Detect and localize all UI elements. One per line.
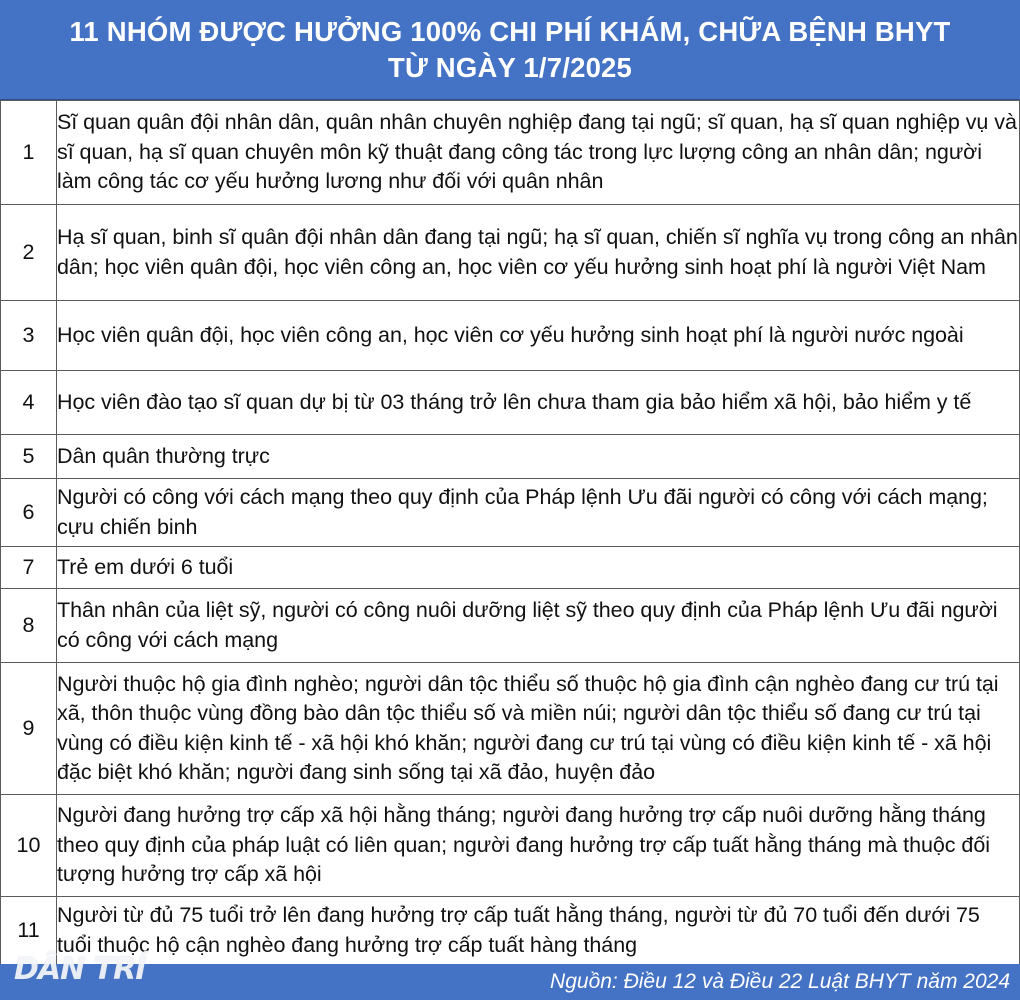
row-description: Người từ đủ 75 tuổi trở lên đang hưởng trợ cấp tuất hằng tháng, người từ đủ 70 tuổi đến dưới 75 tuổi thuộc hộ cận nghèo đang hưởng trợ cấp tuất hàng tháng: [57, 897, 1020, 965]
dan-tri-logo: DÂN TRÍ: [14, 952, 146, 987]
table-row: [1, 301, 1020, 371]
row-description: Hạ sĩ quan, binh sĩ quân đội nhân dân đang tại ngũ; hạ sĩ quan, chiến sĩ nghĩa vụ trong công an nhân dân; học viên quân đội, học viên công an, học viên cơ yếu hưởng sinh hoạt phí là người Việt Nam: [57, 205, 1020, 301]
row-number: 9: [1, 663, 57, 795]
row-description: Người đang hưởng trợ cấp xã hội hằng tháng; người đang hưởng trợ cấp nuôi dưỡng hằng tháng theo quy định của pháp luật có liên quan; người đang hưởng trợ cấp tuất hằng tháng mà thuộc đối tượng hưởng trợ cấp xã hội: [57, 795, 1020, 897]
row-number: 7: [1, 547, 57, 589]
row-description: Học viên đào tạo sĩ quan dự bị từ 03 tháng trở lên chưa tham gia bảo hiểm xã hội, bảo hiểm y tế: [57, 371, 1020, 435]
row-number: 3: [1, 301, 57, 371]
title-line-1: 11 NHÓM ĐƯỢC HƯỞNG 100% CHI PHÍ KHÁM, CHỮA BỆNH BHYT: [69, 15, 951, 47]
beneficiary-groups-table: [0, 100, 1020, 965]
row-description: Người có công với cách mạng theo quy định của Pháp lệnh Ưu đãi người có công với cách mạng; cựu chiến binh: [57, 479, 1020, 547]
table-row: [1, 547, 1020, 589]
row-number: 11: [1, 897, 57, 965]
table-header: [0, 0, 1020, 100]
row-number: 6: [1, 479, 57, 547]
row-number: 8: [1, 589, 57, 663]
row-number: 5: [1, 435, 57, 479]
source-footer: [0, 964, 1020, 1000]
table-row: [1, 795, 1020, 897]
row-description: Học viên quân đội, học viên công an, học viên cơ yếu hưởng sinh hoạt phí là người nước ngoài: [57, 301, 1020, 371]
title-line-2: TỪ NGÀY 1/7/2025: [387, 51, 633, 83]
table-row: [1, 371, 1020, 435]
source-note: Nguồn: Điều 12 và Điều 22 Luật BHYT năm 2024: [550, 970, 1010, 993]
table-row: [1, 589, 1020, 663]
table-row: [1, 101, 1020, 205]
table-row: [1, 205, 1020, 301]
row-number: 4: [1, 371, 57, 435]
table-row: [1, 479, 1020, 547]
row-description: Người thuộc hộ gia đình nghèo; người dân tộc thiểu số thuộc hộ gia đình cận nghèo đang cư trú tại xã, thôn thuộc vùng đồng bào dân tộc thiểu số và miền núi; người dân tộc thiểu số đang cư trú tại vùng có điều kiện kinh tế - xã hội khó khăn; người đang cư trú tại vùng có điều kiện kinh tế - xã hội đặc biệt khó khăn; người đang sinh sống tại xã đảo, huyện đảo: [57, 663, 1020, 795]
row-description: Sĩ quan quân đội nhân dân, quân nhân chuyên nghiệp đang tại ngũ; sĩ quan, hạ sĩ quan nghiệp vụ và sĩ quan, hạ sĩ quan chuyên môn kỹ thuật đang công tác trong lực lượng công an nhân dân; người làm công tác cơ yếu hưởng lương như đối với quân nhân: [57, 101, 1020, 205]
row-description: Dân quân thường trực: [57, 435, 1020, 479]
table-row: [1, 663, 1020, 795]
row-description: Trẻ em dưới 6 tuổi: [57, 547, 1020, 589]
table-row: [1, 897, 1020, 965]
row-number: 1: [1, 101, 57, 205]
table-row: [1, 435, 1020, 479]
row-number: 10: [1, 795, 57, 897]
row-number: 2: [1, 205, 57, 301]
row-description: Thân nhân của liệt sỹ, người có công nuôi dưỡng liệt sỹ theo quy định của Pháp lệnh Ưu đãi người có công với cách mạng: [57, 589, 1020, 663]
